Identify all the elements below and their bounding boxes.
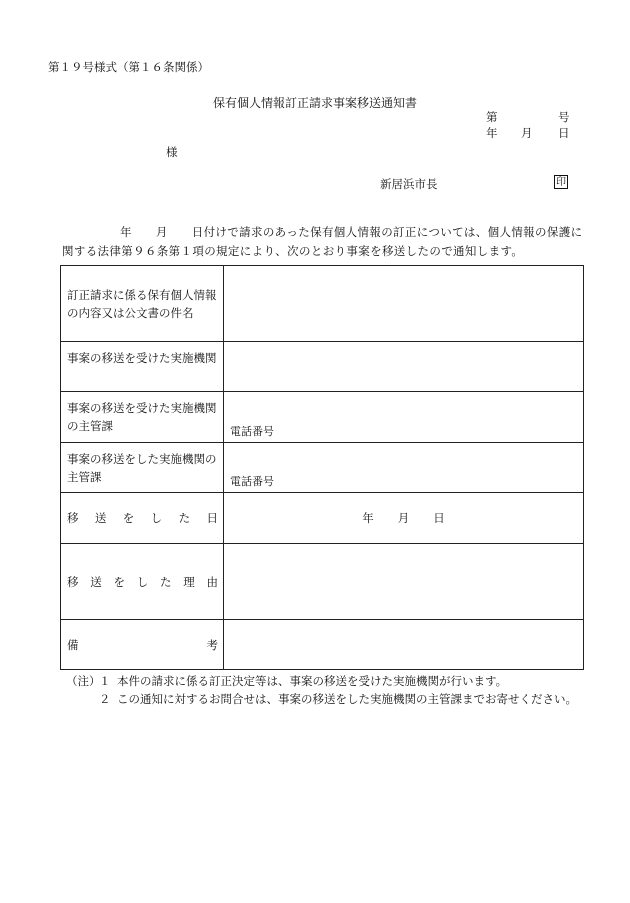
- remarks-char: 考: [206, 637, 218, 652]
- remarks-char: 備: [67, 637, 79, 652]
- body-year: 年: [120, 225, 132, 239]
- transfer-date-char: 送: [94, 511, 107, 525]
- notice-table: [60, 265, 584, 670]
- transfer-date-char: た: [178, 511, 191, 525]
- issuer-name: 新居浜市長: [380, 177, 438, 191]
- note-item: [66, 690, 577, 708]
- receiving-agency-label: 事案の移送を受けた実施機関: [61, 342, 224, 392]
- transfer-date-fields: [224, 510, 583, 526]
- body-text: 日付けで請求のあった保有個人情報の訂正については、個人情報の保護に関する法律第９６条第１項の規定により、次のとおり事案を移送したので通知します。: [62, 225, 583, 258]
- table-row-transferring-section: [61, 443, 584, 493]
- transfer-reason-char: 送: [90, 574, 102, 589]
- transfer-reason-char: た: [160, 574, 172, 589]
- note-text: 本件の請求に係る訂正決定等は、事案の移送を受けた実施機関が行います。: [117, 674, 508, 688]
- transfer-date-label: [61, 493, 224, 544]
- body-month: 月: [155, 225, 168, 239]
- issue-date-day: 日: [558, 126, 570, 140]
- note-number: ２: [99, 692, 111, 706]
- receiving-section-phone-label: 電話番号: [230, 425, 274, 438]
- table-row-transfer-reason: [61, 544, 584, 620]
- note-number: １: [99, 674, 111, 688]
- document-number-prefix: 第: [486, 110, 498, 124]
- receiving-agency-value-cell: [224, 342, 584, 392]
- issue-date-month: 月: [521, 126, 533, 140]
- transfer-reason-char: 理: [183, 574, 195, 589]
- transfer-reason-value-cell: [224, 544, 584, 620]
- transfer-reason-label: [61, 544, 224, 620]
- form-number-label: 第１９号様式（第１６条関係）: [48, 60, 209, 74]
- transfer-date-char: し: [150, 511, 163, 525]
- note-item: [66, 672, 577, 690]
- table-row-remarks: [61, 620, 584, 670]
- document-title: 保有個人情報訂正請求事案移送通知書: [212, 96, 417, 110]
- transfer-date-value-cell: [224, 493, 584, 544]
- transfer-reason-char: を: [113, 574, 125, 589]
- transfer-date-day: 日: [433, 511, 445, 525]
- transfer-date-char: 日: [206, 511, 218, 525]
- document-number-suffix: 号: [558, 110, 570, 124]
- remarks-label: [61, 620, 224, 670]
- subject-label: 訂正請求に係る保有個人情報の内容又は公文書の件名: [61, 266, 224, 342]
- transferring-section-label: 事案の移送をした実施機関の主管課: [61, 443, 224, 493]
- remarks-value-cell: [224, 620, 584, 670]
- transfer-reason-char: 由: [206, 574, 218, 589]
- receiving-section-label: 事案の移送を受けた実施機関の主管課: [61, 392, 224, 443]
- note-prefix: （注）: [66, 674, 101, 688]
- table-row-receiving-section: [61, 392, 584, 443]
- transfer-reason-char: し: [136, 574, 149, 589]
- table-row-receiving-agency: [61, 342, 584, 392]
- table-row-subject: [61, 266, 584, 342]
- subject-value-cell: [224, 266, 584, 342]
- notice-body: [62, 223, 584, 261]
- transfer-date-year: 年: [362, 511, 374, 525]
- transfer-date-month: 月: [397, 511, 410, 525]
- note-text: この通知に対するお問合せは、事案の移送をした実施機関の主管課までお寄せください。: [117, 692, 577, 706]
- transfer-date-char: を: [122, 511, 135, 525]
- transfer-reason-char: 移: [67, 574, 79, 589]
- transferring-section-phone-label: 電話番号: [230, 475, 274, 488]
- issue-date-year: 年: [486, 126, 498, 140]
- transferring-section-value-cell: [224, 443, 584, 493]
- transfer-date-char: 移: [67, 511, 79, 525]
- addressee-suffix: 様: [166, 145, 178, 159]
- notes: [66, 672, 577, 708]
- receiving-section-value-cell: [224, 392, 584, 443]
- table-row-transfer-date: [61, 493, 584, 544]
- seal-mark: 印: [556, 177, 566, 188]
